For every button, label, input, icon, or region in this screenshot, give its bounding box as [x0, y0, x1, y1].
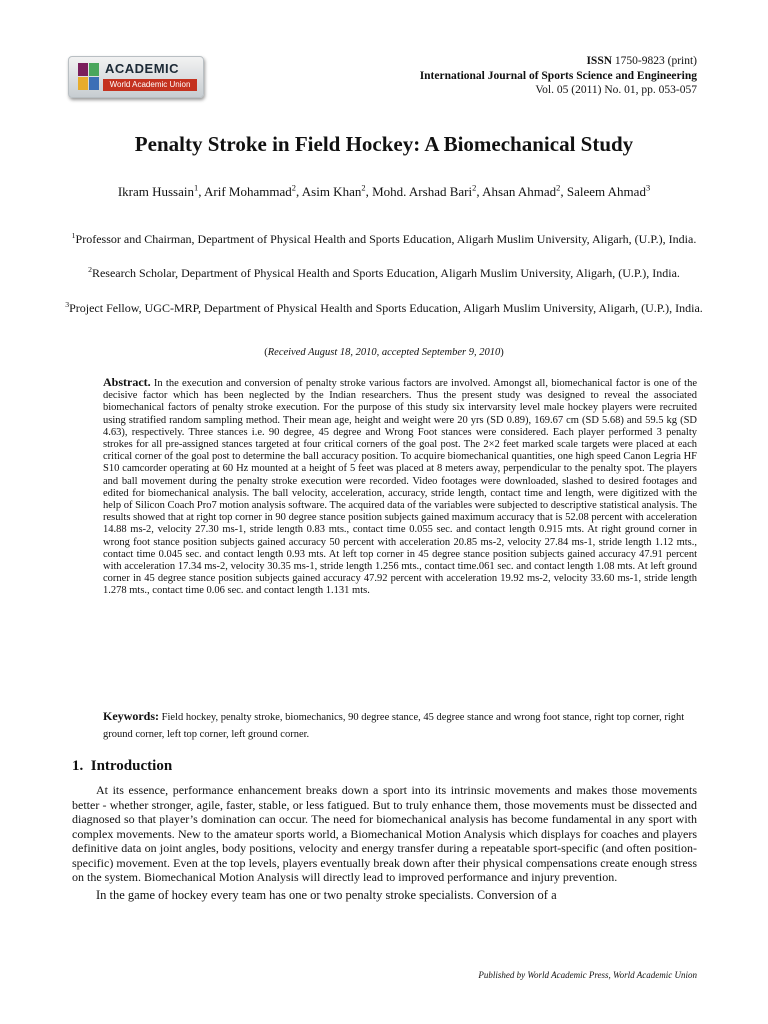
- abstract-label: Abstract.: [103, 375, 151, 389]
- author-0: Ikram Hussain$^1$: [117, 182, 199, 199]
- logo-word: ACADEMIC: [105, 61, 180, 76]
- journal-volume: Vol. 05 (2011) No. 01, pp. 053-057: [535, 84, 697, 96]
- author-3: Mohd. Arshad Bari$^2$: [372, 182, 477, 199]
- affiliation-1: $^1$Professor and Chairman, Department of Physical Health and Sports Education, Aligarh Muslim University, Aligarh, (U.P.), India.: [71, 231, 697, 246]
- author-list: Ikram Hussain$^1$, Arif Mohammad$^2$, Asim Khan$^2$, Mohd. Arshad Bari$^2$, Ahsan Ahmad$^2$, Saleem Ahmad$^3$: [117, 182, 651, 199]
- issn-value: 1750-9823 (print): [614, 55, 697, 67]
- logo-band: World Academic Union: [103, 79, 197, 91]
- section-heading: 1. Introduction: [72, 758, 173, 774]
- logo-squares-icon: [78, 63, 100, 91]
- introduction-body: [72, 783, 697, 902]
- issn-label: ISSN: [586, 55, 613, 67]
- abstract-text: In the execution and conversion of penalty stroke various factors are involved. Amongst all, biomechanical factor is one of the decisive factor which has been neglected by the Indian researchers. Thus the present study was designed to reveal the associated biomechanical factors of penalty stroke execution. For the purpose of this study six intervarsity level male hockey players were recruited using stratified random sampling method. Their mean age, height and weight were 20 yrs (SD 0.89), 169.67 cm (SD 5.68) and 59.5 kg (SD 4.63), respectively. Three stances i.e. 90 degree, 45 degree and Wrong Foot stances were considered. Each player performed 3 penalty strokes for all pre-assigned stances targeted at four critical corners of the goal post. The 2×2 feet marked scale targets were placed at each critical corner of the goal post to determine the ball accuracy position. To acquire biomechanical quantities, one high speed Canon Legria HF S10 camcorder operating at 60 Hz mounted at a height of 5 feet was placed at 8 meters away, perpendicular to the penalty spot. The players and ball movement during the penalty stroke execution were recorded. Video footages were downloaded, slashed to desired footages and edited for biomechanical analysis. The ball velocity, acceleration, accuracy, stride length, contact time and length, were digitized with the help of Silicon Coach Pro7 motion analysis software. The acquired data of the variables were subjected to descriptive statistical analysis. The results showed that at right top corner in 90 degree stance position subjects gained maximum accuracy that is 52.08 percent with acceleration 14.88 ms-2, velocity 27.30 ms-1, stride length 0.83 mts., contact time 0.055 sec. and contact length 0.915 mts. At right ground corner in wrong foot stance position subjects gained accuracy 50 percent with acceleration 20.85 ms-2, velocity 27.84 ms-1, stride length 1.12 mts., contact time 0.045 sec. and contact length 0.93 mts. At left top corner in 45 degree stance position subjects gained accuracy 47.91 percent with acceleration 17.34 ms-2, velocity 30.35 ms-1, stride length 1.256 mts., contact time.061 sec. and contact length 1.08 mts. At left ground corner in 45 degree stance position subjects gained accuracy 47.92 percent with acceleration 19.92 ms-2, velocity 33.60 ms-1, stride length 1.278 mts., contact time 0.06 sec. and contact length 1.131 mts.: [103, 378, 697, 597]
- intro-paragraph: At its essence, performance enhancement breaks down a sport into its intrinsic movements and makes those movements better - whether stronger, agile, faster, stable, or less fatigued. But to truly enhance them, those movements must be dissected and diagnosed so that player’s domination can occur. The need for biomechanical analysis has become fundamental in any sport with complex movements. New to the amateur sports world, a Biomechanical Motion Analysis which displays for coaches and players definitive data on joint angles, body positions, velocity and energy transfer during a repeatable sport-specific (and often position-specific) movement. Even at the top levels, players eventually break down after their physical compensations create enough stress on the system. Biomechanical Motion Analysis will directly lead to improved performance and injury prevention.: [72, 783, 697, 884]
- keywords: [103, 708, 697, 743]
- journal-name: International Journal of Sports Science and Engineering: [419, 69, 697, 82]
- keywords-label: Keywords:: [103, 709, 159, 723]
- author-2: Asim Khan$^2$: [301, 182, 366, 199]
- affiliation-3: $^3$Project Fellow, UGC-MRP, Department of Physical Health and Sports Education, Aligarh Muslim University, Aligarh, (U.P.), India.: [65, 300, 703, 315]
- received-dates: (Received August 18, 2010, accepted September 9, 2010): [264, 347, 504, 358]
- author-5: Saleem Ahmad$^3$: [566, 182, 651, 199]
- page-footer: Published by World Academic Press, World Academic Union: [478, 970, 697, 980]
- author-4: Ahsan Ahmad$^2$: [482, 182, 561, 199]
- paper-title: Penalty Stroke in Field Hockey: A Biomechanical Study: [134, 132, 634, 156]
- abstract: [103, 376, 697, 598]
- author-1: Arif Mohammad$^2$: [204, 182, 296, 199]
- journal-info: [420, 54, 697, 98]
- keywords-text: Field hockey, penalty stroke, biomechanics, 90 degree stance, 45 degree stance and wrong foot stance, right top corner, right ground corner, left top corner, left ground corner.: [103, 712, 685, 740]
- journal-logo: [68, 56, 204, 98]
- intro-paragraph: In the game of hockey every team has one or two penalty stroke specialists. Conversion of a: [96, 887, 557, 902]
- affiliation-2: $^2$Research Scholar, Department of Physical Health and Sports Education, Aligarh Muslim University, Aligarh, (U.P.), India.: [88, 265, 680, 280]
